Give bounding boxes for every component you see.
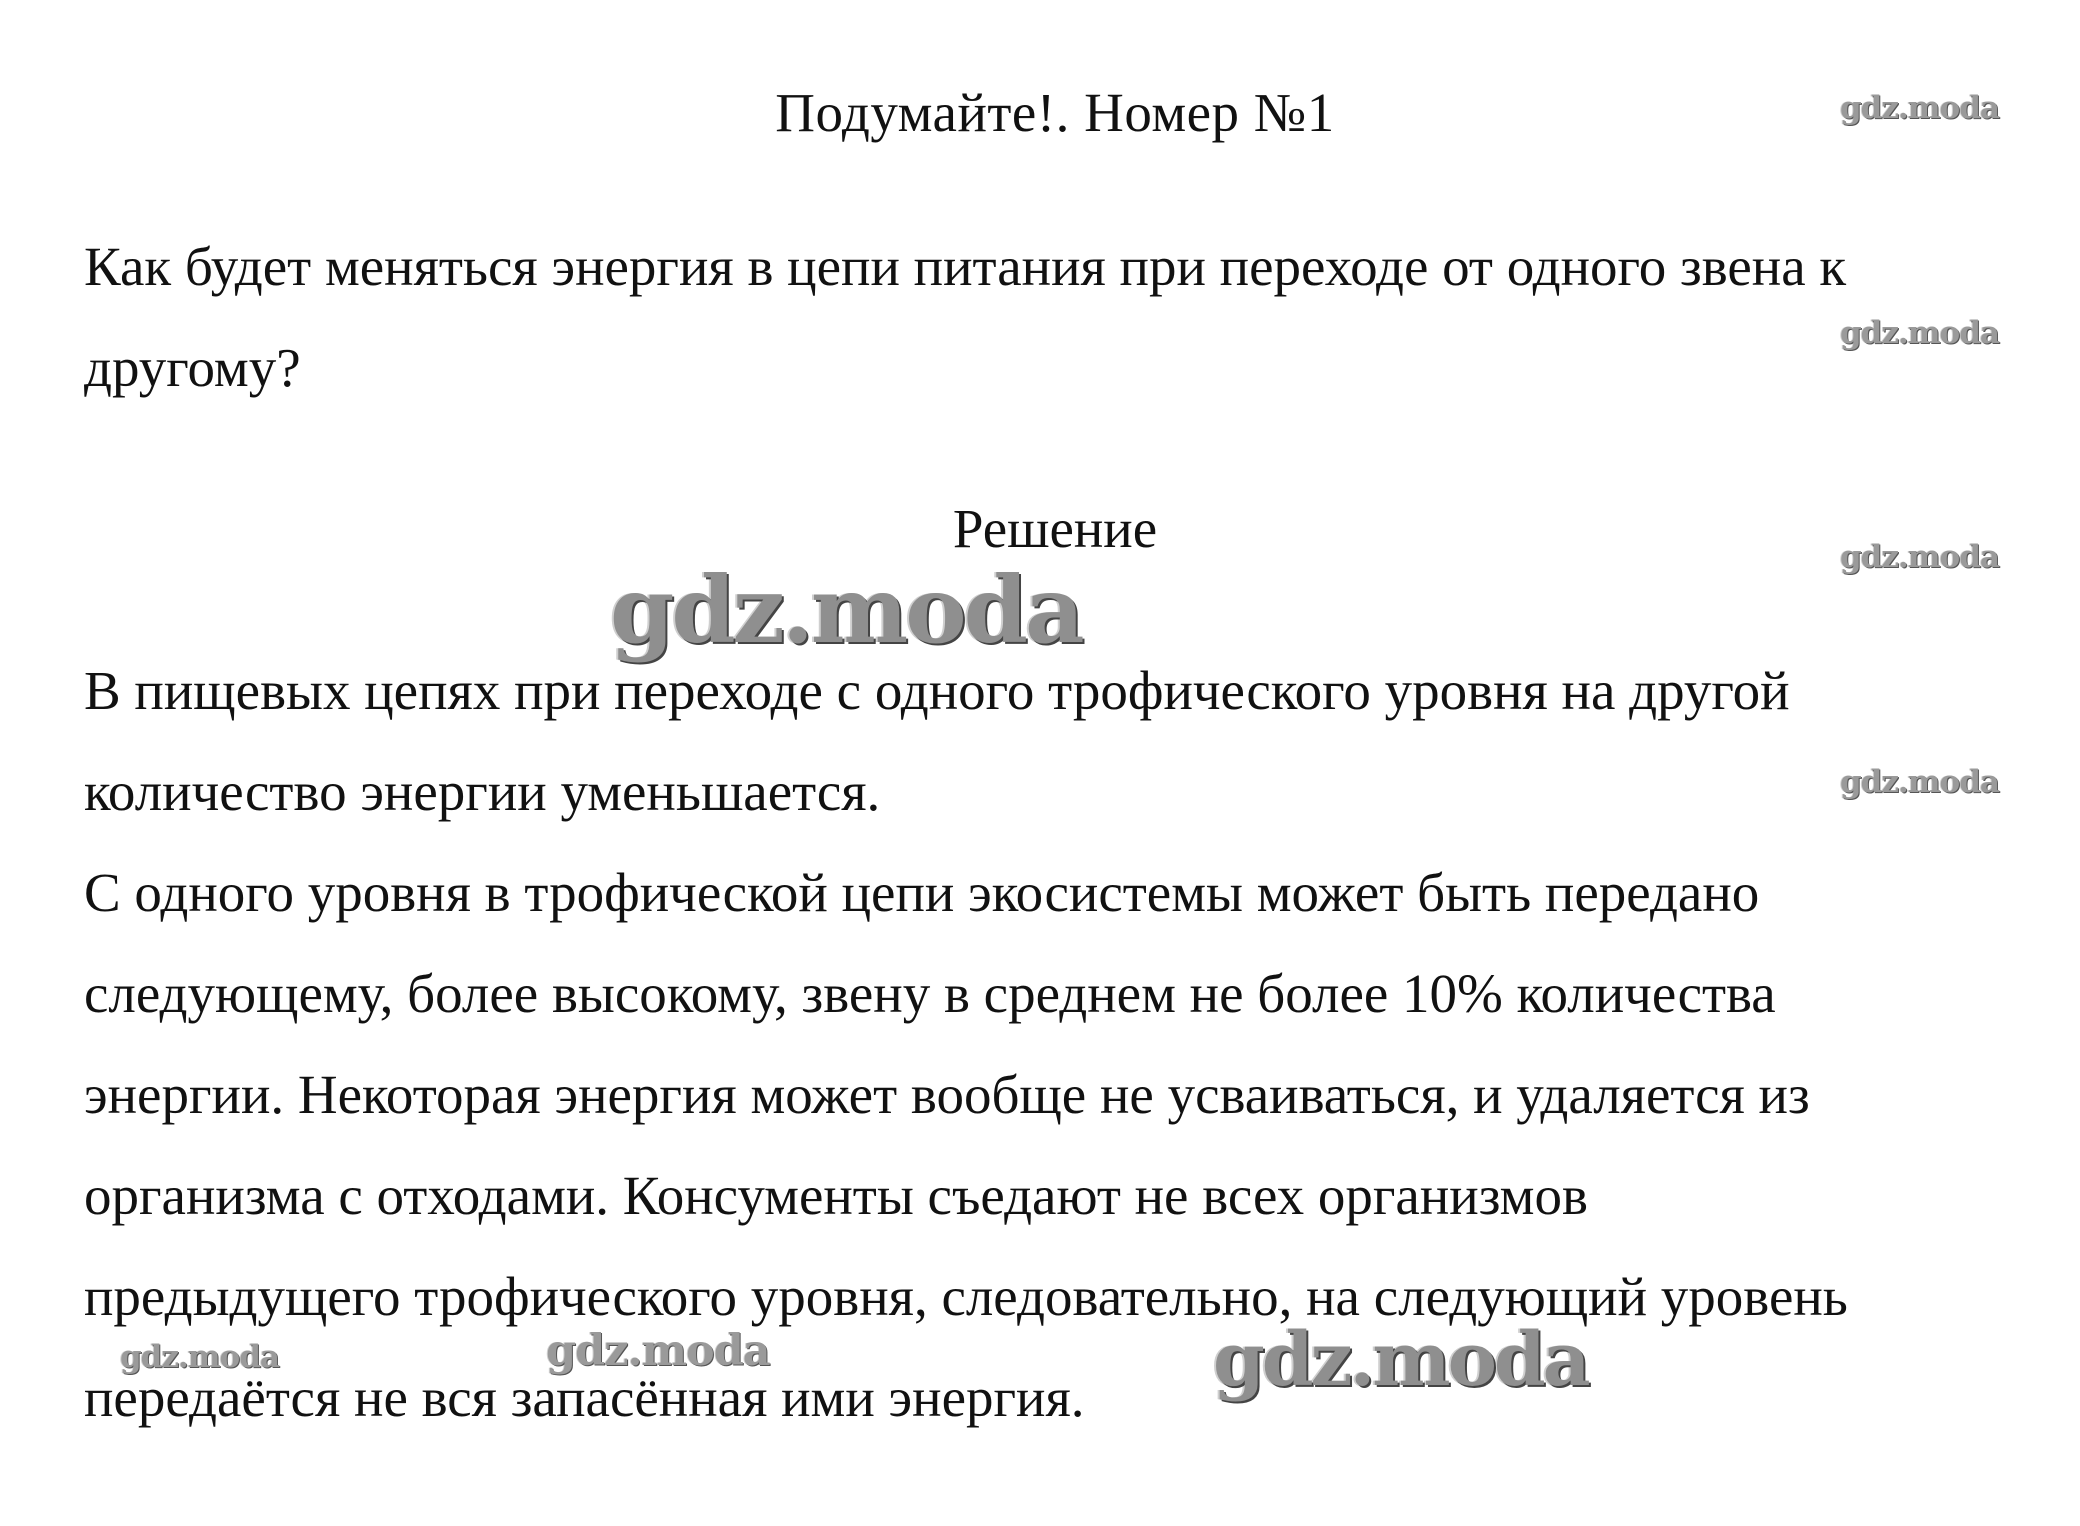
- page-title: Подумайте!. Номер №1: [775, 82, 1335, 143]
- question-line: Как будет меняться энергия в цепи питания при переходе от одного звена к: [84, 236, 1847, 297]
- solution-heading: Решение: [952, 498, 1158, 559]
- watermark-right-3: gdz.moda: [1840, 539, 1999, 575]
- answer-paragraph-1: [84, 640, 2044, 842]
- watermark-right-1: gdz.moda: [1840, 90, 1999, 126]
- answer-line: передаётся не вся запасённая ими энергия.: [84, 1367, 1085, 1428]
- watermark-right-2: gdz.moda: [1840, 315, 1999, 351]
- answer-line: энергии. Некоторая энергия может вообще не усваиваться, и удаляется из: [84, 1064, 1810, 1125]
- question-text: [84, 216, 2044, 418]
- answer-line: организма с отходами. Консументы съедают не всех организмов: [84, 1165, 1588, 1226]
- answer-line: предыдущего трофического уровня, следовательно, на следующий уровень: [84, 1266, 1848, 1327]
- watermark-bottom-left: gdz.moda: [120, 1339, 279, 1375]
- answer-line: С одного уровня в трофической цепи экосистемы может быть передано: [84, 862, 1760, 923]
- answer-paragraph-2: [84, 842, 2044, 1448]
- watermark-bottom-large: gdz.moda: [1213, 1317, 1588, 1403]
- watermark-large-center: gdz.moda: [610, 556, 1082, 664]
- watermark-bottom-center: gdz.moda: [546, 1326, 770, 1376]
- answer-line: следующему, более высокому, звену в среднем не более 10% количества: [84, 963, 1776, 1024]
- watermark-right-4: gdz.moda: [1840, 764, 1999, 800]
- question-line: другому?: [84, 337, 301, 398]
- answer-line: В пищевых цепях при переходе с одного трофического уровня на другой: [84, 660, 1790, 721]
- answer-line: количество энергии уменьшается.: [84, 761, 881, 822]
